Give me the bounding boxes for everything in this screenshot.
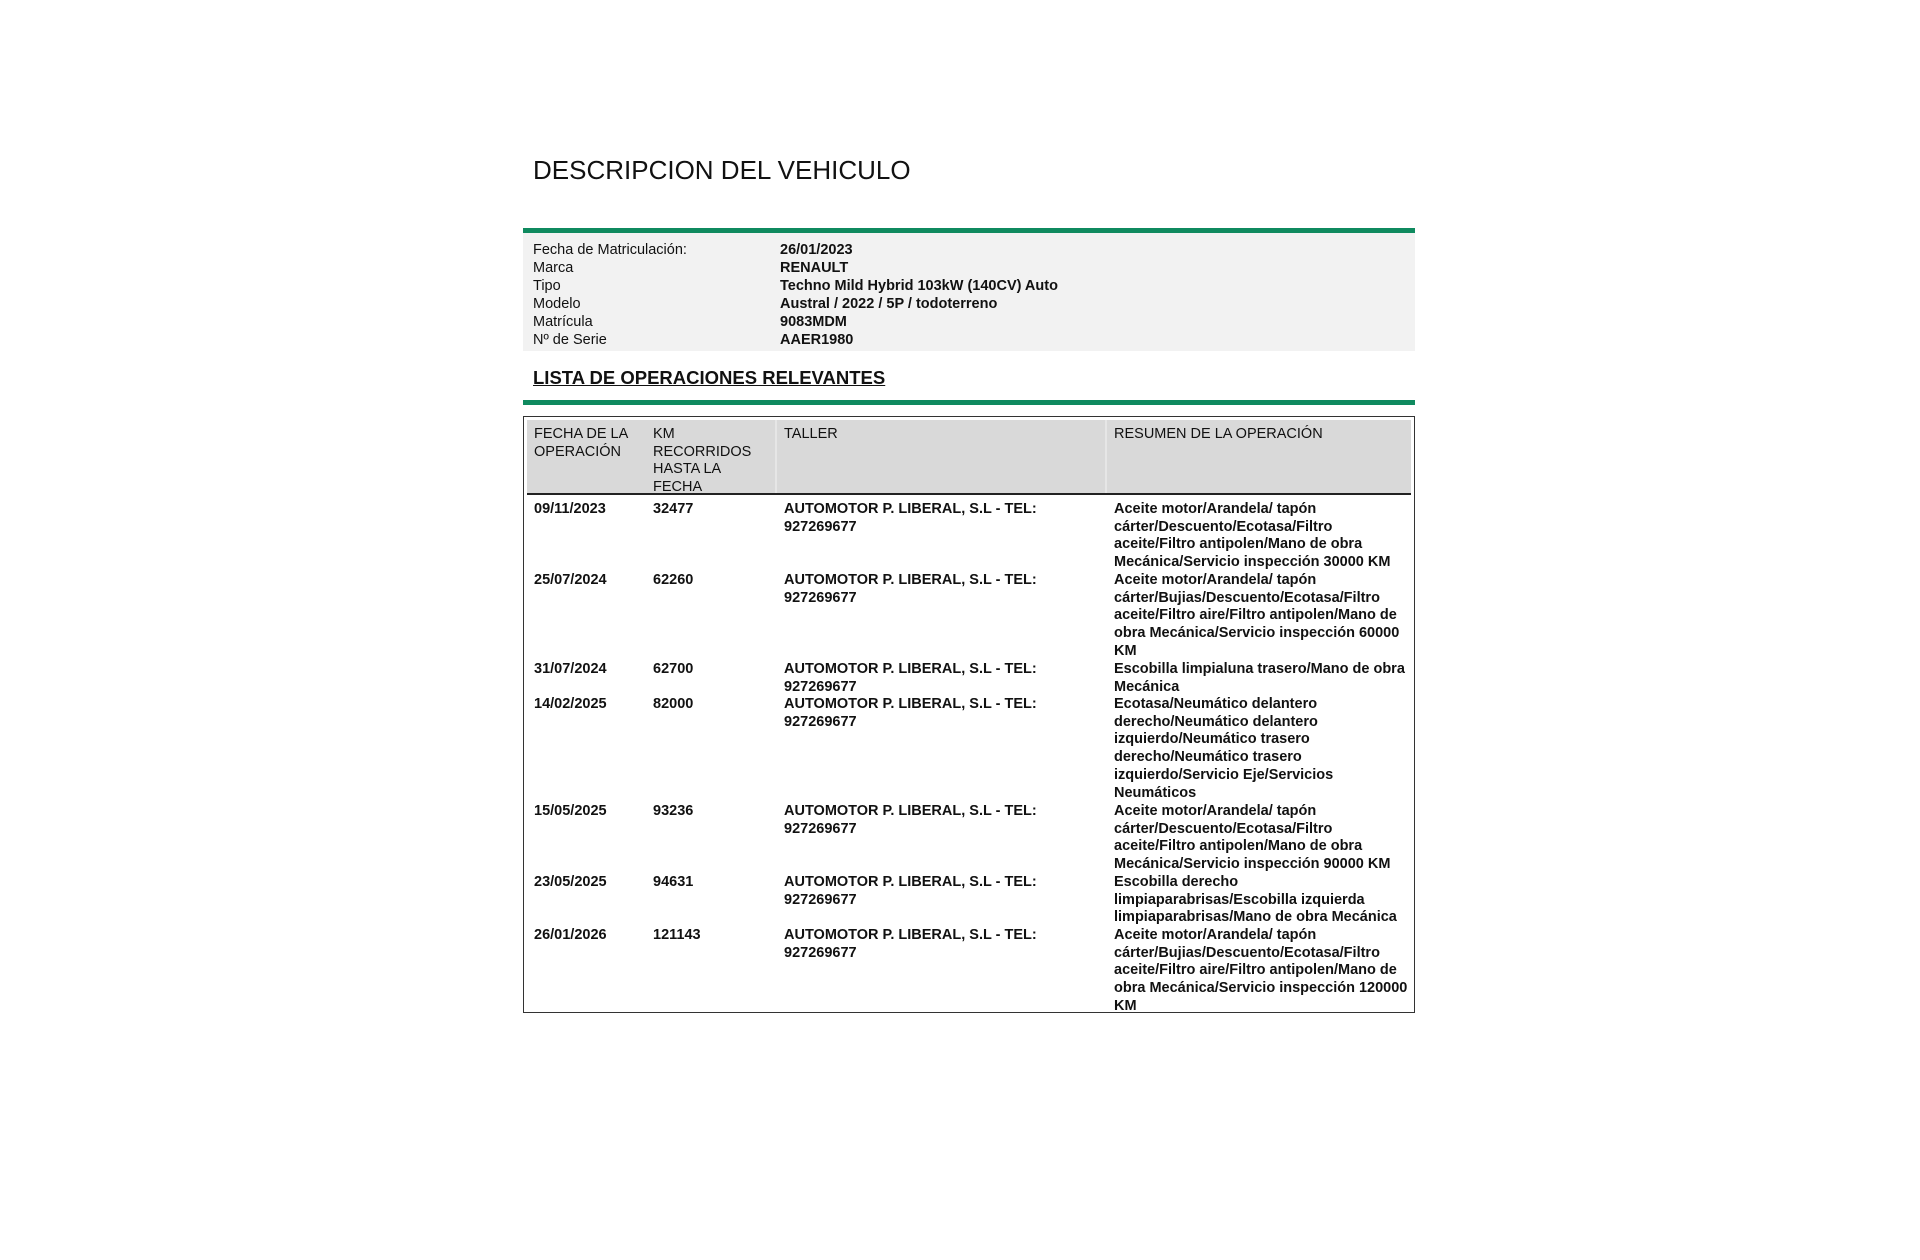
vehicle-label: Fecha de Matriculación: [533,242,687,258]
cell-date: 15/05/2025 [534,803,607,819]
vehicle-label: Modelo [533,296,581,312]
vehicle-label: Matrícula [533,314,593,330]
vehicle-value: 9083MDM [780,314,847,330]
cell-summary: Escobilla derecho limpiaparabrisas/Escobilla izquierda limpiaparabrisas/Mano de obra Mecánica [1114,874,1397,926]
vehicle-value: Austral / 2022 / 5P / todoterreno [780,296,998,312]
column-header-km: KM RECORRIDOS HASTA LA FECHA [653,426,752,496]
vehicle-description-panel [523,233,1415,351]
cell-workshop: AUTOMOTOR P. LIBERAL, S.L - TEL: 927269677 [784,572,1037,606]
cell-workshop: AUTOMOTOR P. LIBERAL, S.L - TEL: 927269677 [784,696,1037,730]
column-divider [1105,420,1107,493]
cell-km: 62700 [653,661,694,677]
cell-date: 31/07/2024 [534,661,607,677]
column-divider [775,420,777,493]
column-header-summary: RESUMEN DE LA OPERACIÓN [1114,426,1323,442]
page-title: DESCRIPCION DEL VEHICULO [533,155,911,185]
column-header-date: FECHA DE LA OPERACIÓN [534,426,628,460]
cell-km: 32477 [653,501,694,517]
cell-date: 14/02/2025 [534,696,607,712]
vehicle-value: Techno Mild Hybrid 103kW (140CV) Auto [780,278,1058,294]
cell-km: 94631 [653,874,694,890]
column-header-workshop: TALLER [784,426,838,442]
cell-date: 26/01/2026 [534,927,607,943]
vehicle-value: RENAULT [780,260,849,276]
cell-summary: Ecotasa/Neumático delantero derecho/Neumático delantero izquierdo/Neumático trasero derecho/Neumático trasero izquierdo/Servicio Eje/Servicios Neumáticos [1114,696,1334,801]
cell-workshop: AUTOMOTOR P. LIBERAL, S.L - TEL: 927269677 [784,874,1037,908]
vehicle-label: Tipo [533,278,561,294]
cell-workshop: AUTOMOTOR P. LIBERAL, S.L - TEL: 927269677 [784,501,1037,535]
cell-summary: Aceite motor/Arandela/ tapón cárter/Descuento/Ecotasa/Filtro aceite/Filtro antipolen/Mano de obra Mecánica/Servicio inspección 90000 KM [1114,803,1391,873]
cell-km: 82000 [653,696,694,712]
vehicle-value: 26/01/2023 [780,242,853,258]
cell-km: 121143 [653,927,701,943]
cell-date: 25/07/2024 [534,572,607,588]
cell-km: 93236 [653,803,694,819]
cell-summary: Escobilla limpialuna trasero/Mano de obra Mecánica [1114,661,1405,695]
table-header [527,420,1411,495]
cell-workshop: AUTOMOTOR P. LIBERAL, S.L - TEL: 927269677 [784,803,1037,837]
operations-heading: LISTA DE OPERACIONES RELEVANTES [533,367,886,388]
vehicle-label: Marca [533,260,574,276]
cell-km: 62260 [653,572,694,588]
green-divider [523,400,1415,405]
vehicle-value: AAER1980 [780,332,854,348]
cell-summary: Aceite motor/Arandela/ tapón cárter/Descuento/Ecotasa/Filtro aceite/Filtro antipolen/Mano de obra Mecánica/Servicio inspección 30000 KM [1114,501,1391,571]
cell-workshop: AUTOMOTOR P. LIBERAL, S.L - TEL: 927269677 [784,927,1037,961]
cell-summary: Aceite motor/Arandela/ tapón cárter/Bujias/Descuento/Ecotasa/Filtro aceite/Filtro aire/Filtro antipolen/Mano de obra Mecánica/Servicio inspección 120000 KM [1114,927,1408,1014]
operations-table [523,416,1415,1013]
cell-date: 09/11/2023 [534,501,606,517]
cell-workshop: AUTOMOTOR P. LIBERAL, S.L - TEL: 927269677 [784,661,1037,695]
cell-date: 23/05/2025 [534,874,607,890]
vehicle-label: Nº de Serie [533,332,607,348]
cell-summary: Aceite motor/Arandela/ tapón cárter/Bujias/Descuento/Ecotasa/Filtro aceite/Filtro aire/Filtro antipolen/Mano de obra Mecánica/Servicio inspección 60000 KM [1114,572,1400,659]
